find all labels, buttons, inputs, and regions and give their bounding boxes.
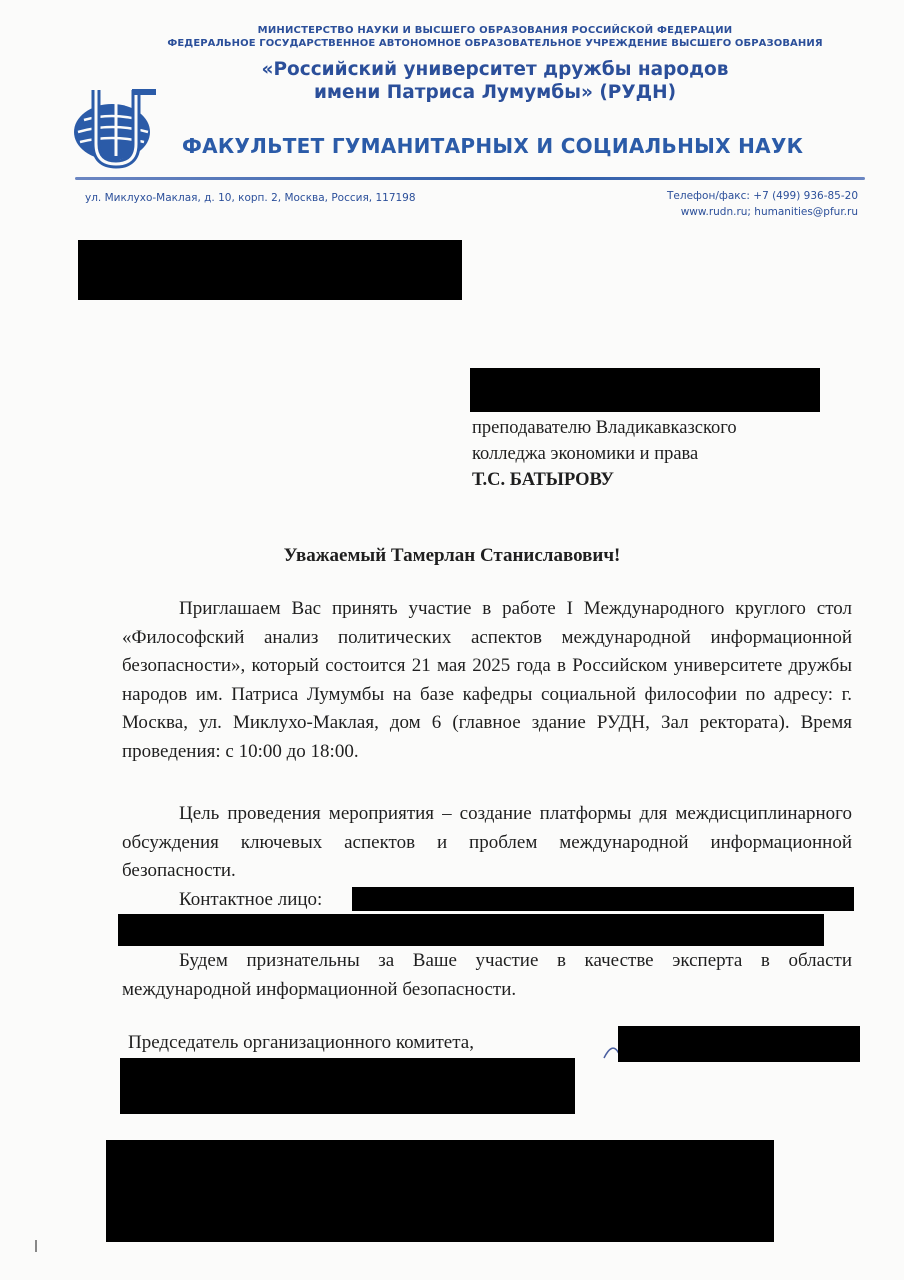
website-email: www.rudn.ru; humanities@pfur.ru [680,206,858,218]
addressee-block [472,415,737,493]
redacted-chair-name [120,1058,575,1114]
page-mark [35,1240,37,1252]
phone-fax: Телефон/факс: +7 (499) 936-85-20 [667,190,858,202]
redacted-block-reference [78,240,462,300]
university-name-line1: «Российский университет дружбы народов [261,59,729,80]
university-name [150,58,840,104]
redacted-contact-person [352,887,854,911]
paragraph-purpose: Цель проведения мероприятия – создание платформы для междисциплинарного обсуждения ключевых аспектов и проблем международной информационной безопасности. [122,803,852,881]
contact-info [667,188,858,220]
addressee-line2: колледжа экономики и права [472,444,699,464]
ministry-line: МИНИСТЕРСТВО НАУКИ И ВЫСШЕГО ОБРАЗОВАНИЯ РОССИЙСКОЙ ФЕДЕРАЦИИ [257,25,733,36]
redacted-footer-block [106,1140,774,1242]
contact-person-label: Контактное лицо: [179,889,323,910]
redacted-block-addressee-title [470,368,820,412]
university-address: ул. Миклухо-Маклая, д. 10, корп. 2, Москва, Россия, 117198 [85,192,416,204]
rudn-globe-logo-icon [70,86,170,170]
header-divider [75,177,865,180]
institution-type-line: ФЕДЕРАЛЬНОЕ ГОСУДАРСТВЕННОЕ АВТОНОМНОЕ ОБРАЗОВАТЕЛЬНОЕ УЧРЕЖДЕНИЕ ВЫСШЕГО ОБРАЗОВАНИЯ [167,38,823,49]
greeting: Уважаемый Тамерлан Станиславович! [283,545,621,566]
faculty-title: ФАКУЛЬТЕТ ГУМАНИТАРНЫХ И СОЦИАЛЬНЫХ НАУК [182,134,804,158]
university-name-line2: имени Патриса Лумумбы» (РУДН) [313,82,677,103]
redacted-signature-name [618,1026,860,1062]
chair-label: Председатель организационного комитета, [128,1032,474,1053]
redacted-contact-details [118,914,824,946]
addressee-name: Т.С. БАТЫРОВУ [472,470,614,490]
paragraph-closing: Будем признательны за Ваше участие в качестве эксперта в области международной информационной безопасности. [122,950,852,1000]
paragraph-invitation: Приглашаем Вас принять участие в работе I Международного круглого стол «Философский анализ политических аспектов международной информационной безопасности», который состоится 21 мая 2025 года в Российском университете дружбы народов им. Патриса Лумумбы на базе кафедры социальной философии по адресу: г. Москва, ул. Миклухо-Маклая, дом 6 (главное здание РУДН, Зал ректората). Время проведения: с 10:00 до 18:00. [122,598,852,762]
addressee-line1: преподавателю Владикавказского [472,418,737,438]
